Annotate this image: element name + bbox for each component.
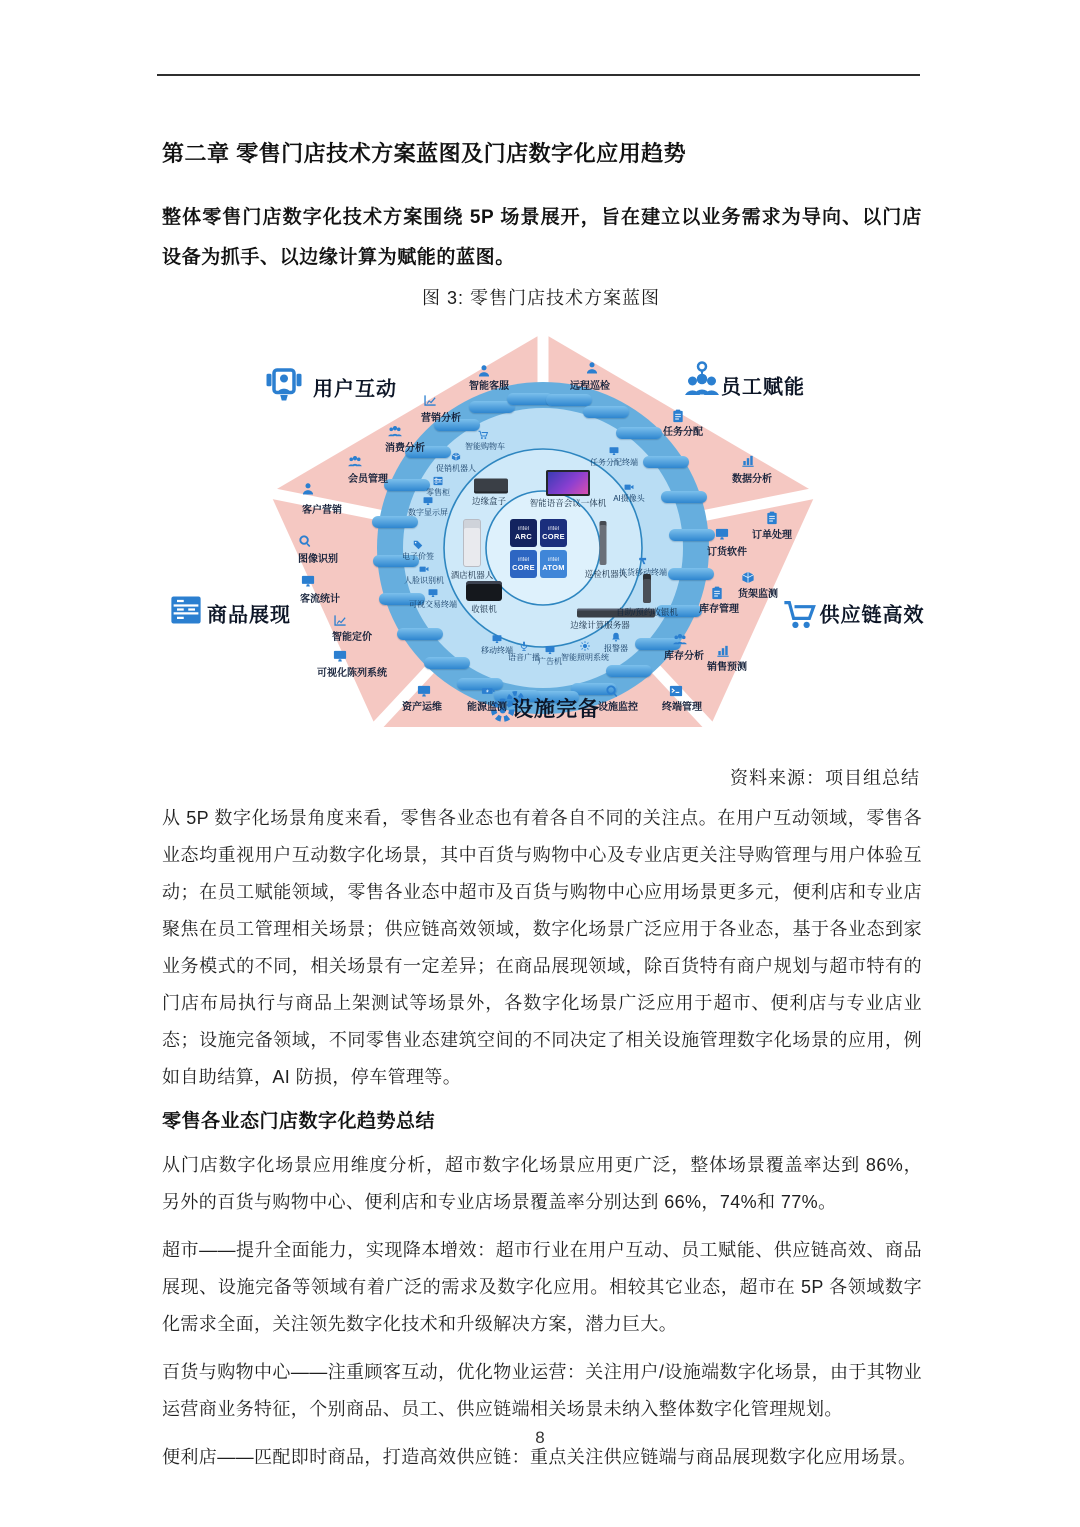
image-recognition-icon xyxy=(298,534,313,549)
conference-screen-device xyxy=(546,470,590,496)
service-robot-device xyxy=(463,519,481,567)
self-checkout-device xyxy=(643,579,651,603)
ordering-software-icon xyxy=(715,527,730,542)
scenario-label: 订货软件 xyxy=(707,547,747,558)
category-employee-empowerment: 员工赋能 xyxy=(721,376,805,399)
software-pill xyxy=(397,628,443,640)
chapter-title: 第二章 零售门店技术方案蓝图及门店数字化应用趋势 xyxy=(162,141,687,166)
scenario-label: 能源监测 xyxy=(467,702,507,713)
promo-robot-icon xyxy=(451,452,462,463)
device-label: 移动终端 xyxy=(481,646,513,655)
device-label: 电子价签 xyxy=(402,552,434,561)
scenario-label: 客流统计 xyxy=(300,594,340,605)
device-label: 任务分配终端 xyxy=(590,458,638,467)
face-recognition-icon xyxy=(419,564,430,575)
scenario-label: 终端管理 xyxy=(662,702,702,713)
section-subheading: 零售各业态门店数字化趋势总结 xyxy=(162,1111,436,1132)
remote-inspection-icon xyxy=(585,361,600,376)
software-pill xyxy=(606,665,652,677)
alarm-icon xyxy=(611,632,622,643)
terminal-mgmt-icon xyxy=(669,684,684,699)
e-price-tag-icon xyxy=(413,540,424,551)
employee-empowerment-icon xyxy=(682,360,722,400)
scenario-label: 库存分析 xyxy=(664,651,704,662)
voice-broadcast-icon xyxy=(519,641,530,652)
task-terminal-icon xyxy=(609,446,620,457)
device-label: 酒店机器人 xyxy=(450,570,494,580)
header-rule xyxy=(157,74,920,76)
intro-paragraph: 整体零售门店数字化技术方案围绕 5P 场景展开，旨在建立以业务需求为导向、以门店设备为抓手、以边缘计算为赋能的蓝图。 xyxy=(162,207,922,268)
software-pill xyxy=(616,427,662,439)
device-label: 数字显示屏 xyxy=(408,508,448,517)
membership-icon xyxy=(348,454,363,469)
scenario-label: 智能客服 xyxy=(469,381,509,392)
picking-terminal-icon xyxy=(638,556,649,567)
chip-badge: intel ARC xyxy=(510,519,537,547)
scenario-label: 设施监控 xyxy=(598,702,638,713)
device-label: 促销机器人 xyxy=(436,464,476,473)
device-label: 可视交易终端 xyxy=(409,600,457,609)
product-display-icon xyxy=(168,592,204,628)
scenario-label: 资产运维 xyxy=(402,702,442,713)
smart-pricing-icon xyxy=(333,614,348,629)
scenario-label: 会员管理 xyxy=(348,474,388,485)
patrol-robot-device xyxy=(600,525,607,565)
device-label: AI摄像头 xyxy=(613,494,645,503)
scenario-label: 智能定价 xyxy=(332,632,372,643)
software-pill xyxy=(668,568,714,580)
scenario-label: 营销分析 xyxy=(421,413,461,424)
software-pill xyxy=(384,479,430,491)
edge-box-device xyxy=(474,479,508,492)
smart-cart-icon xyxy=(478,430,489,441)
facility-monitor-icon xyxy=(605,684,620,699)
smart-lighting-icon xyxy=(580,641,591,652)
chip-badge: intel ATOM xyxy=(540,550,567,578)
paragraph-department-store: 百货与购物中心——注重顾客互动，优化物业运营：关注用户/设施端数字化场景，由于其物业运营商业务特征，个别商品、员工、供应链端相关场景未纳入整体数字化管理规划。 xyxy=(162,1362,922,1419)
scenario-label: 订单处理 xyxy=(752,530,792,541)
data-analysis-icon xyxy=(741,454,756,469)
mobile-terminal-icon xyxy=(492,634,503,645)
software-pill xyxy=(661,491,707,503)
scenario-label: 可视化陈列系统 xyxy=(317,668,387,679)
device-label: 广告机 xyxy=(538,657,562,666)
digital-display-icon xyxy=(423,496,434,507)
sales-forecast-icon xyxy=(716,644,731,659)
scenario-label: 任务分配 xyxy=(663,427,703,438)
inventory-mgmt-icon xyxy=(710,586,725,601)
scenario-label: 图像识别 xyxy=(298,554,338,565)
category-product-display: 商品展现 xyxy=(207,604,291,627)
device-label: 巡检机器人 xyxy=(584,569,628,579)
body-text xyxy=(162,800,922,1487)
software-pill xyxy=(583,406,629,418)
paragraph-supermarket: 超市——提升全面能力，实现降本增效：超市行业在用户互动、员工赋能、供应链高效、商品展现、设施完备等领域有着广泛的需求及数字化应用。相较其它业态，超市在 5P 各领域数字化需求全面，关注领先数字化技术和升级解决方案，潜力巨大。 xyxy=(162,1240,922,1334)
paragraph-5p-analysis: 从 5P 数字化场景角度来看，零售各业态也有着各自不同的关注点。在用户互动领域，零售各业态均重视用户互动数字化场景，其中百货与购物中心及专业店更关注导购管理与用户体验互动；在员工赋能领域，零售各业态中超市及百货与购物中心应用场景更多元，便利店和专业店聚焦在员工管理相关场景；供应链高效领域，数字化场景广泛应用于各业态，基于各业态到家业务模式的不同，相关场景有一定差异；在商品展现领域，除百货特有商户规划与超市特有的门店布局执行与商品上架测试等场景外，各数字化场景广泛应用于超市、便利店与专业店业态；设施完备领域，不同零售业态建筑空间的不同决定了相关设施管理数字化场景的应用，例如自助结算，AI 防损，停车管理等。 xyxy=(162,808,922,1087)
scenario-label: 销售预测 xyxy=(707,662,747,673)
chip-badge: intel CORE xyxy=(510,550,537,578)
energy-monitor-icon xyxy=(481,684,496,699)
scenario-label: 消费分析 xyxy=(385,443,425,454)
scenario-label: 远程巡检 xyxy=(570,381,610,392)
scenario-label: 库存管理 xyxy=(699,604,739,615)
device-label: 语音广播 xyxy=(508,653,540,662)
category-facility-readiness: 设施完备 xyxy=(512,698,600,721)
device-label: 智能购物车 xyxy=(465,442,505,451)
customer-marketing-icon xyxy=(301,482,316,497)
software-pill xyxy=(424,657,470,669)
category-supply-chain: 供应链高效 xyxy=(819,604,925,627)
device-label: 零售柜 xyxy=(426,488,450,497)
asset-ops-icon xyxy=(417,684,432,699)
device-label: 边缘盒子 xyxy=(471,496,507,506)
device-label: 智能语音会议一体机 xyxy=(529,498,607,508)
blueprint-diagram xyxy=(150,325,930,765)
device-label: 边缘计算服务器 xyxy=(570,620,630,630)
software-pill xyxy=(643,456,689,468)
scenario-label: 货架监测 xyxy=(738,589,778,600)
supply-chain-icon xyxy=(781,597,817,633)
marketing-analysis-icon xyxy=(423,394,438,409)
inventory-analysis-icon xyxy=(673,632,688,647)
retail-cabinet-icon xyxy=(433,476,444,487)
scenario-label: 数据分析 xyxy=(732,474,772,485)
order-processing-icon xyxy=(765,511,780,526)
software-pill xyxy=(669,529,715,541)
visual-terminal-icon xyxy=(428,588,439,599)
shelf-monitor-icon xyxy=(741,571,756,586)
visual-display-icon xyxy=(333,649,348,664)
cash-register-device xyxy=(466,581,502,601)
paragraph-convenience-store: 便利店——匹配即时商品，打造高效供应链：重点关注供应链端与商品展现数字化应用场景。 xyxy=(162,1447,917,1467)
software-pill xyxy=(546,394,592,406)
ai-camera-icon xyxy=(624,482,635,493)
chip-badge: intel CORE xyxy=(540,519,567,547)
device-label: 人脸识别机 xyxy=(404,576,444,585)
consumption-analysis-icon xyxy=(388,424,403,439)
task-assignment-icon xyxy=(671,409,686,424)
paragraph-coverage: 从门店数字化场景应用维度分析，超市数字化场景应用更广泛，整体场景覆盖率达到 86%，另外的百货与购物中心、便利店和专业店场景覆盖率分别达到 66%，74%和 77%。 xyxy=(162,1155,922,1212)
device-label: 自助/预约收银机 xyxy=(616,607,678,617)
traffic-stats-icon xyxy=(301,574,316,589)
intel-chip-grid xyxy=(510,519,568,578)
device-label: 智能照明系统 xyxy=(561,653,609,662)
ad-player-icon xyxy=(545,645,556,656)
category-user-interaction: 用户互动 xyxy=(313,378,397,401)
scenario-label: 客户营销 xyxy=(302,505,342,516)
figure-caption: 图 3: 零售门店技术方案蓝图 xyxy=(421,288,660,308)
device-label: 拣货移动终端 xyxy=(619,568,667,577)
device-label: 收银机 xyxy=(471,604,497,614)
device-label: 报警器 xyxy=(604,644,628,653)
user-interaction-icon xyxy=(264,365,304,405)
figure-source: 资料来源：项目组总结 xyxy=(730,768,920,788)
page-number: 8 xyxy=(535,1428,545,1447)
